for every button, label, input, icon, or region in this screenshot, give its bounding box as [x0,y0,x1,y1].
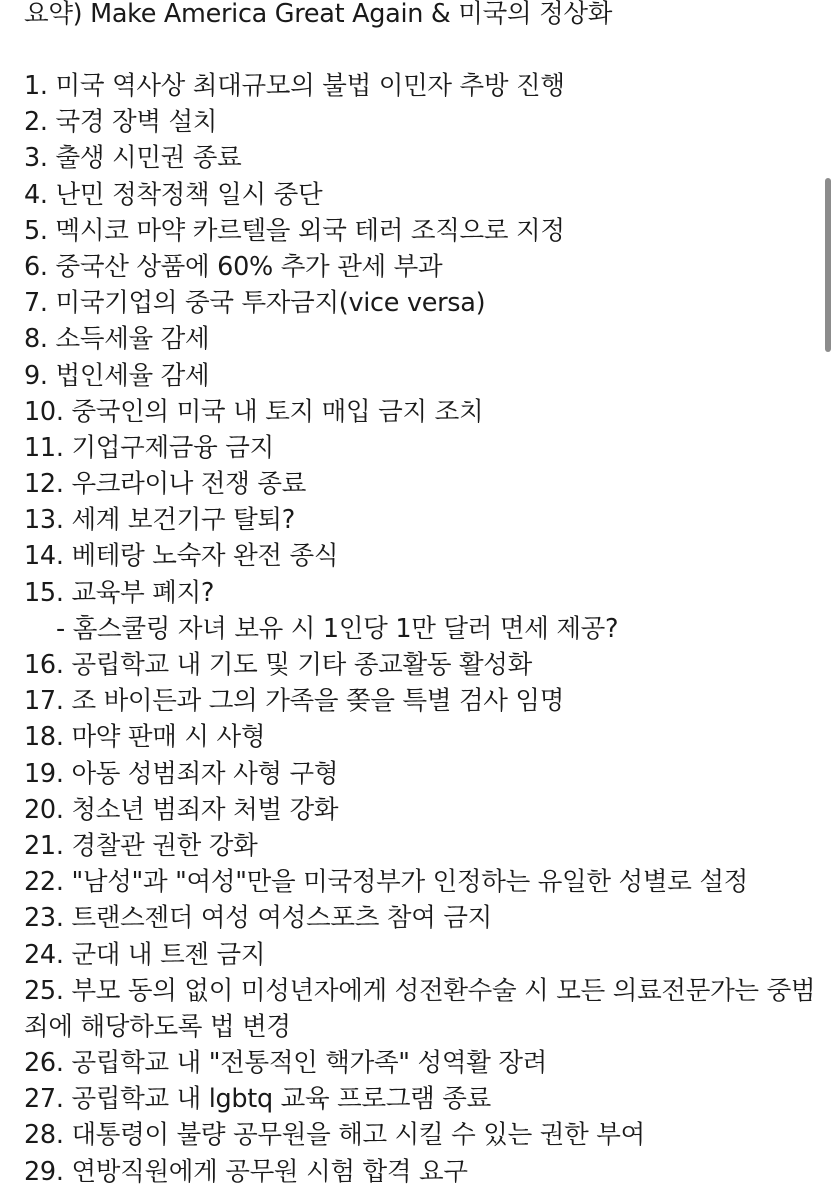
list-item: 5. 멕시코 마약 카르텔을 외국 테러 조직으로 지정 [24,215,565,246]
vertical-scrollbar-thumb[interactable] [825,178,831,352]
list-item: 9. 법인세율 감세 [24,360,210,391]
list-item: 23. 트랜스젠더 여성 여성스포츠 참여 금지 [24,903,493,934]
list-item-continuation: 죄에 해당하도록 법 변경 [24,1011,291,1042]
list-item: 18. 마약 판매 시 사형 [24,722,266,753]
list-item: 4. 난민 정착정책 일시 중단 [24,179,323,210]
document-body [24,0,824,1190]
list-item: 22. "남성"과 "여성"만을 미국정부가 인정하는 유일한 성별로 설정 [24,867,749,898]
list-item: 26. 공립학교 내 "전통적인 핵가족" 성역활 장려 [24,1048,548,1079]
list-item: 19. 아동 성범죄자 사형 구형 [24,758,339,789]
list-item: 10. 중국인의 미국 내 토지 매입 금지 조치 [24,396,484,427]
list-item: 8. 소득세율 감세 [24,324,210,355]
list-item: 17. 조 바이든과 그의 가족을 쫒을 특별 검사 임명 [24,686,565,717]
list-item: 21. 경찰관 권한 강화 [24,830,258,861]
list-item: 12. 우크라이나 전쟁 종료 [24,469,307,500]
list-item: 2. 국경 장벽 설치 [24,107,218,138]
list-item: 24. 군대 내 트젠 금지 [24,939,266,970]
list-item: 6. 중국산 상품에 60% 추가 관세 부과 [24,251,443,282]
list-item: 16. 공립학교 내 기도 및 기타 종교활동 활성화 [24,650,532,680]
list-item: 29. 연방직원에게 공무원 시험 합격 요구 [24,1156,468,1187]
document-title: 요약) Make America Great Again & 미국의 정상화 [24,0,613,29]
list-item: 28. 대통령이 불량 공무원을 해고 시킬 수 있는 권한 부여 [24,1120,645,1151]
list-item: 15. 교육부 폐지? [24,577,215,608]
list-item: 27. 공립학교 내 lgbtq 교육 프로그램 종료 [24,1084,491,1115]
list-item: 20. 청소년 범죄자 처벌 강화 [24,794,339,825]
list-sub-item: - 홈스쿨링 자녀 보유 시 1인당 1만 달러 면세 제공? [56,613,619,644]
list-item: 11. 기업구제금융 금지 [24,432,274,463]
list-item: 1. 미국 역사상 최대규모의 불법 이민자 추방 진행 [24,71,565,101]
list-item: 14. 베테랑 노숙자 완전 종식 [24,541,339,572]
list-item: 13. 세계 보건기구 탈퇴? [24,505,295,536]
blank-line [24,32,824,68]
list-item: 7. 미국기업의 중국 투자금지(vice versa) [24,288,486,319]
list-item: 3. 출생 시민권 종료 [24,143,242,174]
list-item: 25. 부모 동의 없이 미성년자에게 성전환수술 시 모든 의료전문가는 중범 [24,975,816,1006]
